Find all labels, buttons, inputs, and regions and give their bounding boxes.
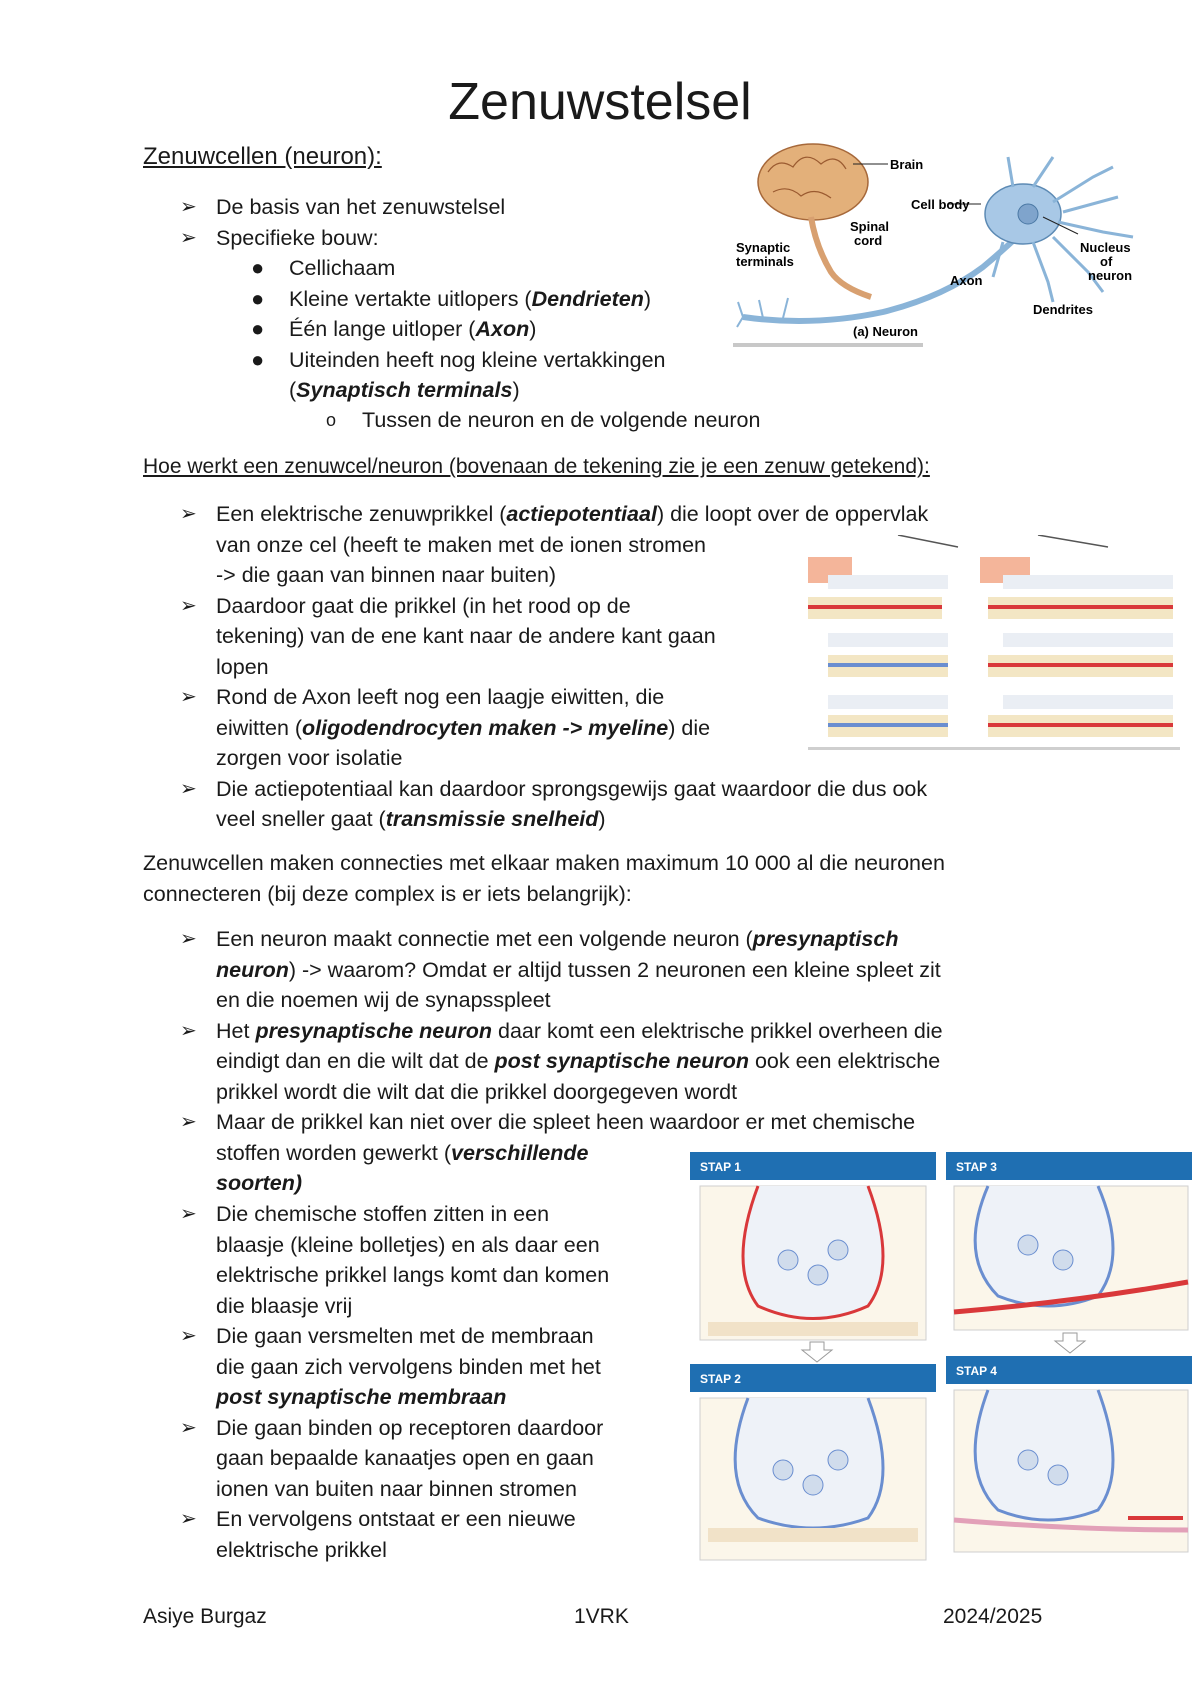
list-item: ➢ Specifieke bouw:	[216, 223, 816, 254]
label-neuron: neuron	[1088, 268, 1133, 283]
dot-bullet-icon: ●	[251, 285, 265, 311]
arrow-bullet-icon: ➢	[180, 928, 197, 950]
synapse-steps-diagram	[688, 1150, 1194, 1565]
label-caption: (a) Neuron	[853, 324, 918, 339]
label-terminals: terminals	[736, 254, 794, 269]
list-item: ➢ En vervolgens ontstaat er een nieuwe elektrische prikkel	[216, 1504, 686, 1565]
list-item: ➢ Daardoor gaat die prikkel (in het rood op de tekening) van de ene kant naar de andere kant gaan lopen	[216, 591, 1036, 683]
step-label-4: STAP 4	[956, 1364, 997, 1378]
list-item: ➢ Een elektrische zenuwprikkel (actiepotentiaal) die loopt over de oppervlak van onze cel (heeft te maken met de ionen stromen -> die gaan van binnen naar buiten)	[216, 499, 1036, 591]
paragraph-connections: Zenuwcellen maken connecties met elkaar maken maximum 10 000 al die neuronen connecteren (bij deze complex is er iets belangrijk):	[143, 851, 945, 906]
arrow-bullet-icon: ➢	[180, 226, 197, 249]
list-item: ➢ De basis van het zenuwstelsel	[216, 192, 816, 223]
list-item: ➢ Die actiepotentiaal kan daardoor sprongsgewijs gaat waardoor die dus ook veel sneller gaat (transmissie snelheid)	[216, 774, 1036, 835]
neuron-list	[180, 192, 816, 253]
list-item: ➢ Het presynaptische neuron daar komt een elektrische prikkel overheen die eindigt dan en die wilt dat de post synaptische neuron ook een elektrische prikkel wordt die wilt dat die prikkel doorgegeven wordt	[216, 1016, 1056, 1108]
list-item: o Tussen de neuron en de volgende neuron	[362, 405, 862, 436]
arrow-bullet-icon: ➢	[180, 1416, 197, 1439]
nucleus-shape	[1018, 204, 1038, 224]
synapse-step-2	[690, 1364, 936, 1560]
label-nucleus: Nucleus	[1080, 240, 1131, 255]
list-item: ● Kleine vertakte uitlopers (Dendrieten)	[289, 284, 769, 315]
label-synaptic: Synaptic	[736, 240, 791, 255]
label-of: of	[1100, 254, 1113, 269]
arrow-bullet-icon: ➢	[180, 594, 197, 617]
list-item: ➢ Die gaan binden op receptoren daardoor gaan bepaalde kanaatjes open en gaan ionen van buiten naar binnen stromen	[216, 1413, 686, 1505]
label-dendrites: Dendrites	[1033, 302, 1093, 317]
arrow-bullet-icon: ➢	[180, 1508, 197, 1530]
label-brain: Brain	[890, 157, 924, 172]
circle-bullet-icon: o	[326, 410, 337, 430]
arrow-bullet-icon: ➢	[180, 686, 197, 708]
arrow-bullet-icon: ➢	[180, 1325, 197, 1347]
label-cord: cord	[854, 233, 883, 248]
list-item: ● Uiteinden heeft nog kleine vertakkingen (Synaptisch terminals)	[251, 346, 666, 402]
footer-class: 1VRK	[574, 1605, 629, 1628]
synapse-step-3	[946, 1152, 1192, 1330]
step-label-2: STAP 2	[700, 1372, 741, 1386]
footer-year: 2024/2025	[943, 1605, 1043, 1628]
label-cell-body: Cell body	[911, 197, 970, 212]
list-item: ➢ Die chemische stoffen zitten in een blaasje (kleine bolletjes) en als daar een elektrische prikkel langs komt dan komen die blaasje vrij	[216, 1199, 686, 1321]
neuron-subsublist	[326, 405, 862, 436]
synapse-step-1	[690, 1152, 936, 1340]
section-heading-how: Hoe werkt een zenuwcel/neuron (bovenaan de tekening zie je een zenuw getekend):	[143, 455, 930, 478]
label-axon: Axon	[950, 273, 983, 288]
action-potential-diagram	[808, 535, 1180, 755]
list-item: ➢ Maar de prikkel kan niet over die spleet heen waardoor er met chemische stoffen worden gewerkt (verschillende soorten)	[216, 1107, 1056, 1199]
page-title: Zenuwstelsel	[448, 73, 752, 131]
list-item: ● Cellichaam	[289, 253, 769, 284]
step-label-1: STAP 1	[700, 1160, 741, 1174]
neuron-sublist	[251, 253, 769, 406]
brain-shape	[758, 144, 868, 220]
footer-author: Asiye Burgaz	[143, 1605, 267, 1628]
arrow-bullet-icon: ➢	[180, 777, 197, 800]
list-item: ● Één lange uitloper (Axon)	[289, 314, 769, 345]
section-heading-neuron: Zenuwcellen (neuron):	[143, 143, 382, 170]
synapse-step-4	[946, 1356, 1192, 1552]
copyright-strip	[733, 343, 923, 347]
list-item: ➢ Rond de Axon leeft nog een laagje eiwitten, die eiwitten (oligodendrocyten maken -> myeline) die zorgen voor isolatie	[216, 682, 1036, 774]
arrow-bullet-icon: ➢	[180, 503, 197, 525]
arrow-bullet-icon: ➢	[180, 1019, 197, 1042]
label-spinal: Spinal	[850, 219, 890, 234]
ap-panel-left	[808, 535, 958, 737]
neuron-diagram	[733, 142, 1153, 350]
dot-bullet-icon: ●	[251, 346, 265, 372]
list-item: ➢ Die gaan versmelten met de membraan die gaan zich vervolgens binden met het post synaptische membraan	[216, 1321, 686, 1413]
dot-bullet-icon: ●	[251, 316, 265, 341]
dot-bullet-icon: ●	[251, 255, 265, 280]
arrow-bullet-icon: ➢	[180, 1111, 197, 1133]
list-item: ➢ Een neuron maakt connectie met een volgende neuron (presynaptisch neuron) -> waarom? Omdat er altijd tussen 2 neuronen een kleine spleet zit en die noemen wij de synapsspleet	[216, 924, 1056, 1016]
synapse-list-bottom	[180, 1199, 686, 1565]
step-label-3: STAP 3	[956, 1160, 997, 1174]
arrow-bullet-icon: ➢	[180, 1203, 197, 1225]
arrow-bullet-icon: ➢	[180, 196, 197, 218]
ap-panel-right	[980, 535, 1173, 737]
